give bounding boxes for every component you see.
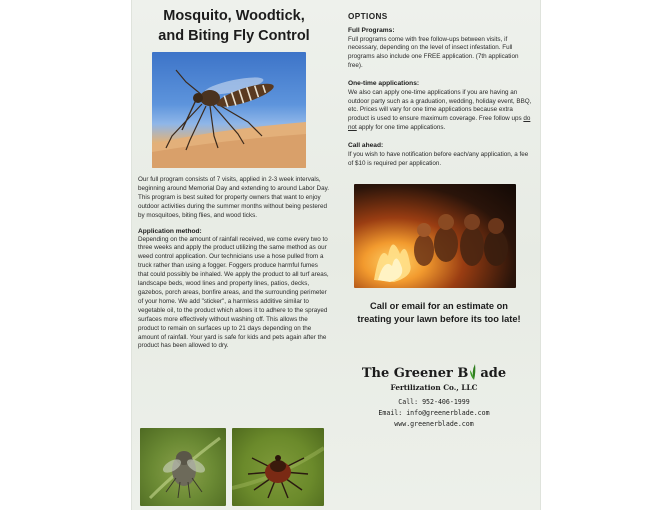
left-column xyxy=(138,4,330,351)
campfire-photo xyxy=(354,184,516,288)
contact-info xyxy=(348,397,520,430)
campfire-illustration xyxy=(354,184,516,288)
company-block xyxy=(348,364,520,430)
mosquito-illustration xyxy=(152,52,306,168)
grass-blade-icon xyxy=(469,364,479,380)
call-ahead-heading: Call ahead: xyxy=(348,142,384,150)
phone-number: Call: 952-406-1999 xyxy=(398,398,470,407)
biting-fly-photo xyxy=(140,428,226,506)
brand-name-part-1: The Greener B xyxy=(361,366,469,382)
call-to-action xyxy=(344,300,534,326)
page-title xyxy=(138,6,330,46)
full-programs-heading: Full Programs: xyxy=(348,27,395,34)
brand-name-part-2: ade xyxy=(480,366,507,382)
title-line-1: Mosquito, Woodtick, xyxy=(163,8,305,24)
email-address: Email: info@greenerblade.com xyxy=(378,409,490,418)
tick-illustration xyxy=(232,428,324,506)
one-time-heading: One-time applications: xyxy=(348,80,420,88)
title-line-2: and Biting Fly Control xyxy=(158,28,310,44)
cta-line-1: Call or email for an estimate on xyxy=(370,301,508,312)
company-subtitle: Fertilization Co., LLC xyxy=(390,383,478,393)
one-time-text-b: apply for one time applications. xyxy=(358,124,446,132)
fly-illustration xyxy=(140,428,226,506)
options-heading: OPTIONS xyxy=(348,12,388,21)
application-method-paragraph: Depending on the amount of rainfall received, we come every two to three weeks and apply the product utilizing the same method as our weed control application. Our technicians use a hose pulled from a truck rather than using a fogger. Foggers produce harmful fumes that could possibly be inhaled. We apply the product to all turf areas, landscape beds, wood lines and property lines, patios, decks, gazebos, porch areas, bonfire areas, and the surrounding perimeter of your home. We add "sticker", a harmless additive similar to vegetable oil, to the product which allows it to adhere to the sprayed surfaces more effectively without washing off. This allows the product to remain on surfaces up to 21 days depending on the amount of rainfall. Your yard is safe for kids and pets again after the product has been allowed to dry. xyxy=(138,235,329,350)
one-time-text-a: We also can apply one-time applications if you are having an outdoor party such as a graduation, wedding, holiday event, BBQ, etc. Prices will vary for one time applications because extra product is used to ensure maximum coverage. Free follow ups xyxy=(348,88,532,123)
insect-photo-row xyxy=(140,428,324,508)
application-method-heading: Application method: xyxy=(138,227,202,235)
right-column xyxy=(348,12,534,430)
full-programs-text: Full programs come with free follow-ups between visits, if necessary, depending on the level of insect infestation. Full programs also include one FREE application. (7th application free). xyxy=(348,35,519,70)
mosquito-photo xyxy=(152,52,306,168)
one-time-text-underline: do not xyxy=(348,115,531,132)
company-logo xyxy=(362,364,506,382)
intro-paragraph: Our full program consists of 7 visits, applied in 2-3 week intervals, beginning around Memorial Day and extending to around Labor Day. This program is best suited for property owners that want to enjoy outdoor activities during the summer months without being pestered by mosquitoes, biting flies, and wood ticks. xyxy=(138,176,330,219)
brochure-page xyxy=(132,0,540,510)
wood-tick-photo xyxy=(232,428,324,506)
website-url: www.greenerblade.com xyxy=(394,420,474,429)
one-time-text xyxy=(348,89,534,134)
cta-line-2: treating your lawn before its too late! xyxy=(357,314,521,325)
call-ahead-text: If you wish to have notification before each/any application, a fee of $10 is required per application. xyxy=(348,150,529,167)
